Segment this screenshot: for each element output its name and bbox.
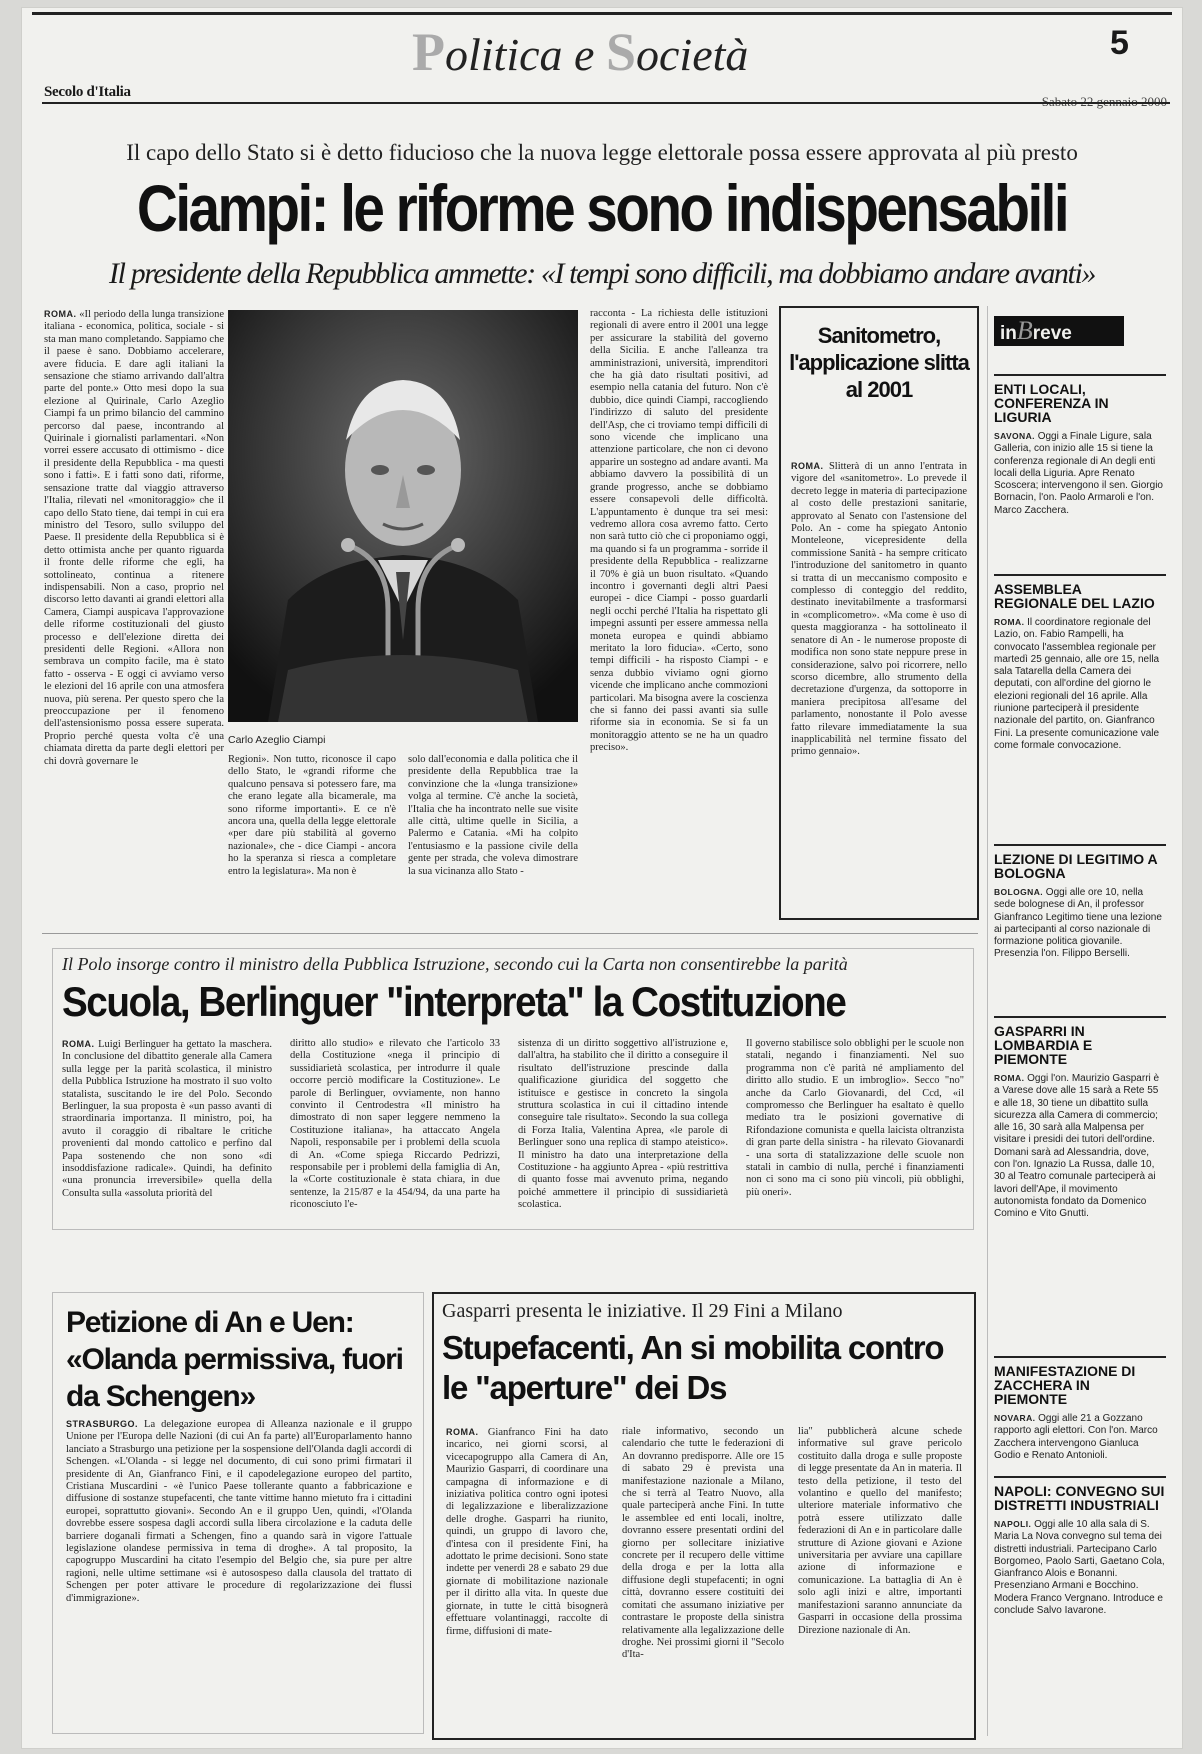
breve-item-headline: GASPARRI IN LOMBARDIA E PIEMONTE <box>994 1023 1093 1067</box>
lead-col4-text: racconta - La richiesta delle istituzioni regionali di avere entro il 2001 una legge per assicurare la stabilità del governo della Sicilia. E anche l'alleanza tra amministrazioni, università, imprenditori che ha già dato risultati positivi, ad esempio nella catania del futuro. Non c'è dubbio, dice quindi Ciampi, raccogliendo l'indirizzo di saluto del presidente dell'Asp, che ci troviamo tempi difficili di sono vicende che implicano una attenzione particolare, che non ci devono apparire un sostegno ad andare avanti. Ma abbiamo davvero la possibilità di un grande progresso, anche se dobbiamo essere consapevoli delle difficoltà. L'appuntamento è dunque tra sei mesi: vedremo allora cosa avremo fatto. Certo non sarà tutto ciò che ci proponiamo oggi, ma quando si fa un programma - sorride il presidente della Repubblica - realizzarne il 70% è già un buon risultato. «Quando incontro i governanti degli altri Paesi europei - dice Ciampi - posso guardarli negli occhi perché l'Italia ha rispettato gli impegni assunti per essere ammessa nella moneta europea e quindi abbiamo meritato la loro fiducia». «Certo, sono tempi difficili - ha risposto Ciampi - e senza dubbio viviamo ogni giorno vicende che implicano anche commozioni particolari. Ma bisogna avere la coscienza che si fanno dei passi avanti sia sulle riforme sia in economia. Se si fa un monitoraggio attento se ne ha un quadro preciso». <box>590 308 768 754</box>
ciampi-photo <box>228 310 578 722</box>
breve-item-text: Oggi alle 21 a Gozzano rapporto agli elettori. Con l'on. Marco Zacchera intervengono Gianluca Godio e Renato Antonioli. <box>994 1413 1158 1461</box>
breve-item-body <box>994 616 1166 752</box>
schengen-text: La delegazione europea di Alleanza nazionale e il gruppo Unione per l'Europa delle Nazioni (di cui An fa parte) all'Europarlamento hanno lanciato a Strasburgo una petizione per la sospensione dell'Olanda dagli accordi di Schengen. «L'Olanda - si legge nel documento, di cui sono primi firmatari il presidente di An, Gianfranco Fini, e il capodelegazione europeo del partito, Cristiana Muscardini - «è l'unico Paese tollerante quanto a fabbricazione e diffusione di sostanze stupefacenti, che tante vittime hanno mietuto fra i cittadini europei, soprattutto giovani». Secondo An e il gruppo Uen, quindi, «l'Olanda dovrebbe essere sospesa dagli accordi sulla libera circolazione e la caduta delle barriere doganali firmati a Schengen, fino a quando sarà in vigore l'attuale legislazione olandese permissiva in tema di droghe». A tal proposito, la capogruppo Muscardini ha citato l'esempio del Belgio che, sia pure per altre ragioni, nelle ultime settimane «si è autosospeso dalla clausola del trattato di Schengen per poter attivare le procedure di regolarizzazione dei flussi d'immigrazione». <box>66 1419 412 1604</box>
lead-col3-text: solo dall'economia e dalla politica che il presidente della Repubblica trae la convinzione che la «lunga transizione» volga al termine. C'è anche la società, l'Italia che ha incontrato nelle sue visite alle città, ultime quelle in Sicilia, a Palermo e Catania. «Mi ha colpito l'entusiasmo e la passione civile della gente per strada, che voleva dimostrare la sua vicinanza allo Stato - <box>408 754 578 877</box>
scuola-column-1 <box>62 1038 272 1226</box>
portrait-illustration <box>228 310 578 722</box>
schengen-headline: Petizione di An e Uen: «Olanda permissiva, fuori da Schengen» <box>66 1306 403 1413</box>
lead-column-4 <box>590 308 768 913</box>
scuola-column-2 <box>290 1038 500 1226</box>
breve-item <box>994 574 1166 844</box>
breve-item-headline: ASSEMBLEA REGIONALE DEL LAZIO <box>994 581 1155 611</box>
breve-item <box>994 1476 1166 1729</box>
scuola-dateline: ROMA. <box>62 1039 95 1049</box>
sanitometro-box <box>779 306 979 920</box>
lead-subhead: Il presidente della Repubblica ammette: «I tempi sono difficili, ma dobbiamo andare avanti» <box>108 257 1095 290</box>
schengen-dateline: STRASBURGO. <box>66 1419 139 1429</box>
breve-item-headline: ENTI LOCALI, CONFERENZA IN LIGURIA <box>994 381 1109 425</box>
lead-col1-text: «Il periodo della lunga transizione italiana - economica, politica, sociale - si sta man mano completando. Sappiamo che il paese è sano. Dobbiamo accelerare, avere fiducia. E dare agli italiani la sensazione che stiamo arrivando dall'altra parte del ponte.» Otto mesi dopo la sua elezione al Quirinale, Carlo Azeglio Ciampi fa un primo bilancio del cammino percorso dal paese, incontrando al Quirinale i giornalisti parlamentari. «Non vorrei essere accusato di ottimismo - dice il presidente della Repubblica - ma questi sono i fatti». E i fatti sono dati, riforme, sensazione tratte dal viaggio attraverso l'Italia, rilevati nel «monitoraggio» che il capo dello Stato tiene, dai tempi in cui era ministro del Tesoro, sullo sviluppo del Paese. Il presidente della Repubblica si è detto ottimista anche per quanto riguarda il fronte delle riforme che egli, ha sottolineato, continua a ritenere indispensabili. Non a caso, proprio nel discorso letto davanti ai grandi elettori alla Camera, Ciampi auspicava l'approvazione delle riforme costituzionali del giusto processo e dell'elezione diretta dei presidenti delle Regioni. «Allora non sembrava un compito facile, ma è stato fatto - osserva - E oggi ci avviamo verso le elezioni del 16 aprile con una atmosfera nuova, più serena. Per questo spero che la preoccupazione per il fenomeno dell'astensionismo possa essere superata. Proprio perché questa volta c'è una chiamata diretta da parte degli elettori per chi dovrà governare le <box>44 309 224 767</box>
scuola-kicker: Il Polo insorge contro il ministro della Pubblica Istruzione, secondo cui la Carta non consentirebbe la parità <box>62 954 848 974</box>
scuola-col2-text: diritto allo studio» e rilevato che l'articolo 33 della Costituzione «nega il principio di sussidiarietà scolastica, per introdurre il quale occorre perciò modificare la Costituzione». Le parole di Berlinguer, ovviamente, non hanno convinto il Centrodestra «Il ministro ha dimostrato di non saper leggere nemmeno la Costituzione italiana», ha attaccato Angela Napoli, responsabile per i problemi della scuola di An. «Come spiega Riccardo Pedrizzi, responsabile per i problemi della famiglia di An, la «Corte costituzionale è stata chiara, in due sentenze, la 215/87 e la 454/94, da una parte ha riconosciuto l'e- <box>290 1038 500 1211</box>
scuola-column-3 <box>518 1038 728 1226</box>
in-breve-label-pre: in <box>1000 323 1017 344</box>
breve-item-dateline: ROMA. <box>994 617 1025 627</box>
breve-item-dateline: NAPOLI. <box>994 1519 1032 1529</box>
breve-item-headline: LEZIONE DI LEGITIMO A BOLOGNA <box>994 851 1158 881</box>
breve-item-dateline: SAVONA. <box>994 431 1035 441</box>
scuola-col1-text: Luigi Berlinguer ha gettato la maschera. In conclusione del dibattito generale alla Camera sulla legge per la parità scolastica, il ministro della Pubblica Istruzione ha mostrato il suo volto statalista, suscitando le ire del Polo. Secondo Berlinguer, la sua proposta è «un passo avanti di straordinaria importanza. Il ministro, poi, ha avuto il coraggio di ribaltare le critiche provenienti dal mondo cattolico e perfino dal Papa sostenendo che non sono «di insoddisfazione radicale». Quindi, ha definito «una pronuncia irreversibile» quella della Consulta sulla «assoluta priorità del <box>62 1039 272 1199</box>
photo-caption: Carlo Azeglio Ciampi <box>228 734 326 746</box>
breve-item-headline: MANIFESTAZIONE DI ZACCHERA IN PIEMONTE <box>994 1363 1136 1407</box>
schengen-body <box>66 1418 412 1718</box>
breve-item-headline: NAPOLI: CONVEGNO SUI DISTRETTI INDUSTRIALI <box>994 1483 1165 1513</box>
sanitometro-body <box>791 460 967 910</box>
breve-item <box>994 1356 1166 1474</box>
breve-item-body <box>994 886 1166 961</box>
in-breve-label-cap: B <box>1016 316 1033 345</box>
breve-item-dateline: BOLOGNA. <box>994 887 1044 897</box>
stupefacenti-col2-text: riale informativo, secondo un calendario che tutte le federazioni di An dovranno predisporre. Alle ore 15 di sabato 29 è prevista una manifestazione nazionale a Milano, che si terrà al Teatro Nuovo, alla quale parteciperà anche Fini. In tutte le assemblee ed enti locali, inoltre, dovranno essere presentati ordini del giorno per sollecitare iniziative concrete per il recupero delle vittime della droga e per la lotta alla diffusione degli stupefacenti; in ogni città, dovranno essere costituiti dei comitati che assumano iniziative per contrastare le proposte della sinistra relativamente alla legalizzazione delle droghe. Nei prossimi giorni il "Secolo d'Ita- <box>622 1426 784 1661</box>
stupefacenti-col1-text: Gianfranco Fini ha dato incarico, nei giorni scorsi, al vicecapogruppo alla Camera di An, Maurizio Gasparri, di coordinare una campagna di informazione e di iniziativa politica contro ogni ipotesi di legalizzazione e liberalizzazione delle droghe. Gasparri ha riunito, quindi, un gruppo di lavoro che, d'intesa con il presidente Fini, ha adottato le prime decisioni. Sono state indette per venerdì 28 e sabato 29 due giornate di mobilitazione nazionale per il diritto alla vita. In queste due giornate, in tutte le città bisognerà effettuare volantinaggi, raccolte di firme, diffusioni di mate- <box>446 1427 608 1637</box>
breve-item-dateline: ROMA. <box>994 1073 1025 1083</box>
lead-col2-text: Regioni». Non tutto, riconosce il capo dello Stato, le «grandi riforme che qualcuno pensava si potessero fare, ma che erano legate alla bicamerale, ma sono riforme importanti». E ce n'è ancora una, quella della legge elettorale «per dare più stabilità al governo nazionale», che - dice Ciampi - ancora ho la speranza si riesca a completare entro la legislatura». Ma non è <box>228 754 396 877</box>
scuola-column-4 <box>746 1038 964 1226</box>
scuola-col3-text: sistenza di un diritto soggettivo all'istruzione e, dall'altra, ha stabilito che il diritto a conseguire il risultato dell'istruzione prescinde dalla qualificazione giuridica del soggetto che istituisce e gestisce in concreto la singola struttura scolastica in cui il cittadino intende conseguire tale risultato». Secondo la sua collega di Forza Italia, Valentina Aprea, «le parole di Berlinguer sono una replica di stampo ateistico». Il ministro ha dato una interpretazione della Costituzione - ha aggiunto Aprea - «più restrittiva di quanto fosse mai avvenuto prima, negando poiché ammettere il principio di sussidiarietà scolastica. <box>518 1038 728 1211</box>
newspaper-name: Secolo d'Italia <box>44 84 131 100</box>
lead-column-1 <box>44 308 224 913</box>
in-breve-label-rest: reve <box>1032 323 1072 344</box>
stupefacenti-headline: Stupefacenti, An si mobilita contro le "aperture" dei Ds <box>442 1329 944 1406</box>
breve-item-body <box>994 1412 1166 1462</box>
masthead-rule <box>42 102 1170 104</box>
sanitometro-text: Slitterà di un anno l'entrata in vigore del «sanitometro». Lo prevede il decreto legge in materia di partecipazione al costo delle prestazioni sanitarie, approvato al Senato con l'astensione del Polo. An - come ha spiegato Antonio Monteleone, vicepresidente della commissione Sanità - ha sempre criticato l'introduzione del sanitometro in quanto si tratta di un meccanismo composito e complesso di conteggio del reddito, destinato inevitabilmente a trasformarsi in «complicometro». «Ma come è uso di questa maggioranza - ha sottolineato il senatore di An - le numerose proposte di modifica non sono state neppure prese in considerazione, salvo poi ricorrere, nello scorso dicembre, allo strumento della decretazione d'urgenza, da sottoporre in maniera precipitosa all'esame del parlamento, nonostante il Polo avesse fatto rilevare immediatamente la sua inapplicabilità nel termine fissato del primo gennaio». <box>791 461 967 758</box>
section-title-part1: olitica e <box>445 29 606 80</box>
scuola-headline: Scuola, Berlinguer "interpreta" la Costituzione <box>62 978 846 1025</box>
scuola-top-rule <box>42 933 978 934</box>
breve-item-dateline: NOVARA. <box>994 1413 1036 1423</box>
lead-headline: Ciampi: le riforme sono indispensabili <box>136 171 1068 245</box>
in-breve-label <box>994 316 1124 346</box>
sanitometro-headline: Sanitometro, l'applicazione slitta al 2001 <box>789 323 969 402</box>
lead-dateline: ROMA. <box>44 309 77 319</box>
in-breve-column <box>987 306 1174 1736</box>
top-rule <box>32 12 1172 15</box>
stupefacenti-kicker: Gasparri presenta le iniziative. Il 29 Fini a Milano <box>442 1300 843 1322</box>
section-title <box>412 22 812 82</box>
section-initial-s: S <box>605 22 637 82</box>
lead-kicker: Il capo dello Stato si è detto fiducioso che la nuova legge elettorale possa essere approvata al più presto <box>126 140 1078 165</box>
breve-item-text: Oggi alle 10 alla sala di S. Maria La Nova convegno sul tema dei distretti industriali. Partecipano Carlo Borgomeo, Paolo Sarti, Gaetano Cola, Gianfranco Alois e Bonanni. Presenziano Armani e Bocchino. Modera Franco Vergnano. Introduce e conclude Salvo Iavarone. <box>994 1519 1165 1617</box>
breve-item-body <box>994 430 1166 517</box>
breve-item <box>994 844 1166 1014</box>
stupefacenti-col3-text: lia" pubblicherà alcune schede informative sul grave pericolo costituito dalla droga e sulle proposte di legge presentate da An in materia. Il testo della petizione, il testo del volantino e quello del manifesto; ulteriore materiale informativo che potrà essere utilizzato dalle federazioni di An e in particolare dalle strutture di Azione giovani e Azione universitaria per avviare una capillare azione di informazione e comunicazione. La battaglia di An è solo agli inizi e altre, importanti manifestazioni saranno annunciate da Gasparri in occasione della prossima Direzione nazionale di An. <box>798 1426 962 1636</box>
page-number: 5 <box>1110 24 1129 62</box>
stupefacenti-dateline: ROMA. <box>446 1427 479 1437</box>
newspaper-page <box>22 8 1182 1748</box>
breve-item-body <box>994 1518 1166 1617</box>
section-title-part2: ocietà <box>636 29 749 80</box>
section-initial-p: P <box>412 22 445 82</box>
lead-column-3 <box>408 754 578 914</box>
stupefacenti-column-3 <box>798 1426 962 1726</box>
breve-item-text: Il coordinatore regionale del Lazio, on. Fabio Rampelli, ha convocato l'assemblea regionale per martedì 25 gennaio, alle ore 15, nella sala Tatarella della Camera dei deputati, con all'ordine del giorno le elezioni regionali del 16 aprile. Alla riunione parteciperà il presidente nazionale del partito, on. Gianfranco Fini. La presente comunicazione vale come formale convocazione. <box>994 617 1160 751</box>
scuola-col4-text: Il governo stabilisce solo obblighi per le scuole non statali, negando i finanziamenti. Nel suo programma non c'è parità né ampliamento del diritto allo studio. E un imbroglio». Secco "no" anche da Carlo Giovanardi, del Ccd, «il compromesso che Berlinguer ha esaltato è quello mediato tra le posizioni governative di Rifondazione comunista e quella laicista oltranzista di gran parte della sinistra - ha rilevato Giovanardi - una sorta di statalizzazione delle scuole non statali in cambio di nulla, perché i finanziamenti non ci sono ma ci sono più vincoli, più obblighi, più oneri». <box>746 1038 964 1198</box>
stupefacenti-column-1 <box>446 1426 608 1726</box>
breve-item <box>994 374 1166 572</box>
breve-item-body <box>994 1072 1166 1221</box>
sanitometro-dateline: ROMA. <box>791 461 824 471</box>
breve-item-text: Oggi l'on. Maurizio Gasparri è a Varese dove alle 15 sarà a Rete 55 e alle 18, 30 tiene un dibattito sulla sicurezza alla Camera di commercio; alle 16, 30 sarà alla Malpensa per visitare i presidi dei tutori dell'ordine. Domani sarà ad Alessandria, dove, con l'on. Ignazio La Russa, dalle 10, 30 al Teatro comunale parteciperà ai lavori dell'Ape, il movimento autonomista fondato da Domenico Comino e Vito Gnutti. <box>994 1073 1160 1220</box>
breve-item <box>994 1016 1166 1354</box>
lead-column-2 <box>228 754 396 914</box>
breve-item-text: Oggi a Finale Ligure, sala Galleria, con inizio alle 15 si tiene la conferenza regionale di An degli enti locali della Liguria. Apre Renato Scoscera; intervengono il sen. Giorgio Bornacin, l'on. Paolo Armaroli e l'on. Marco Zacchera. <box>994 431 1163 516</box>
breve-item-text: Oggi alle ore 10, nella sede bolognese di An, il professor Gianfranco Legitimo tiene una lezione ai partecipanti al corso nazionale di formazione politica giovanile. Presenzia l'on. Filippo Berselli. <box>994 887 1162 960</box>
stupefacenti-column-2 <box>622 1426 784 1726</box>
